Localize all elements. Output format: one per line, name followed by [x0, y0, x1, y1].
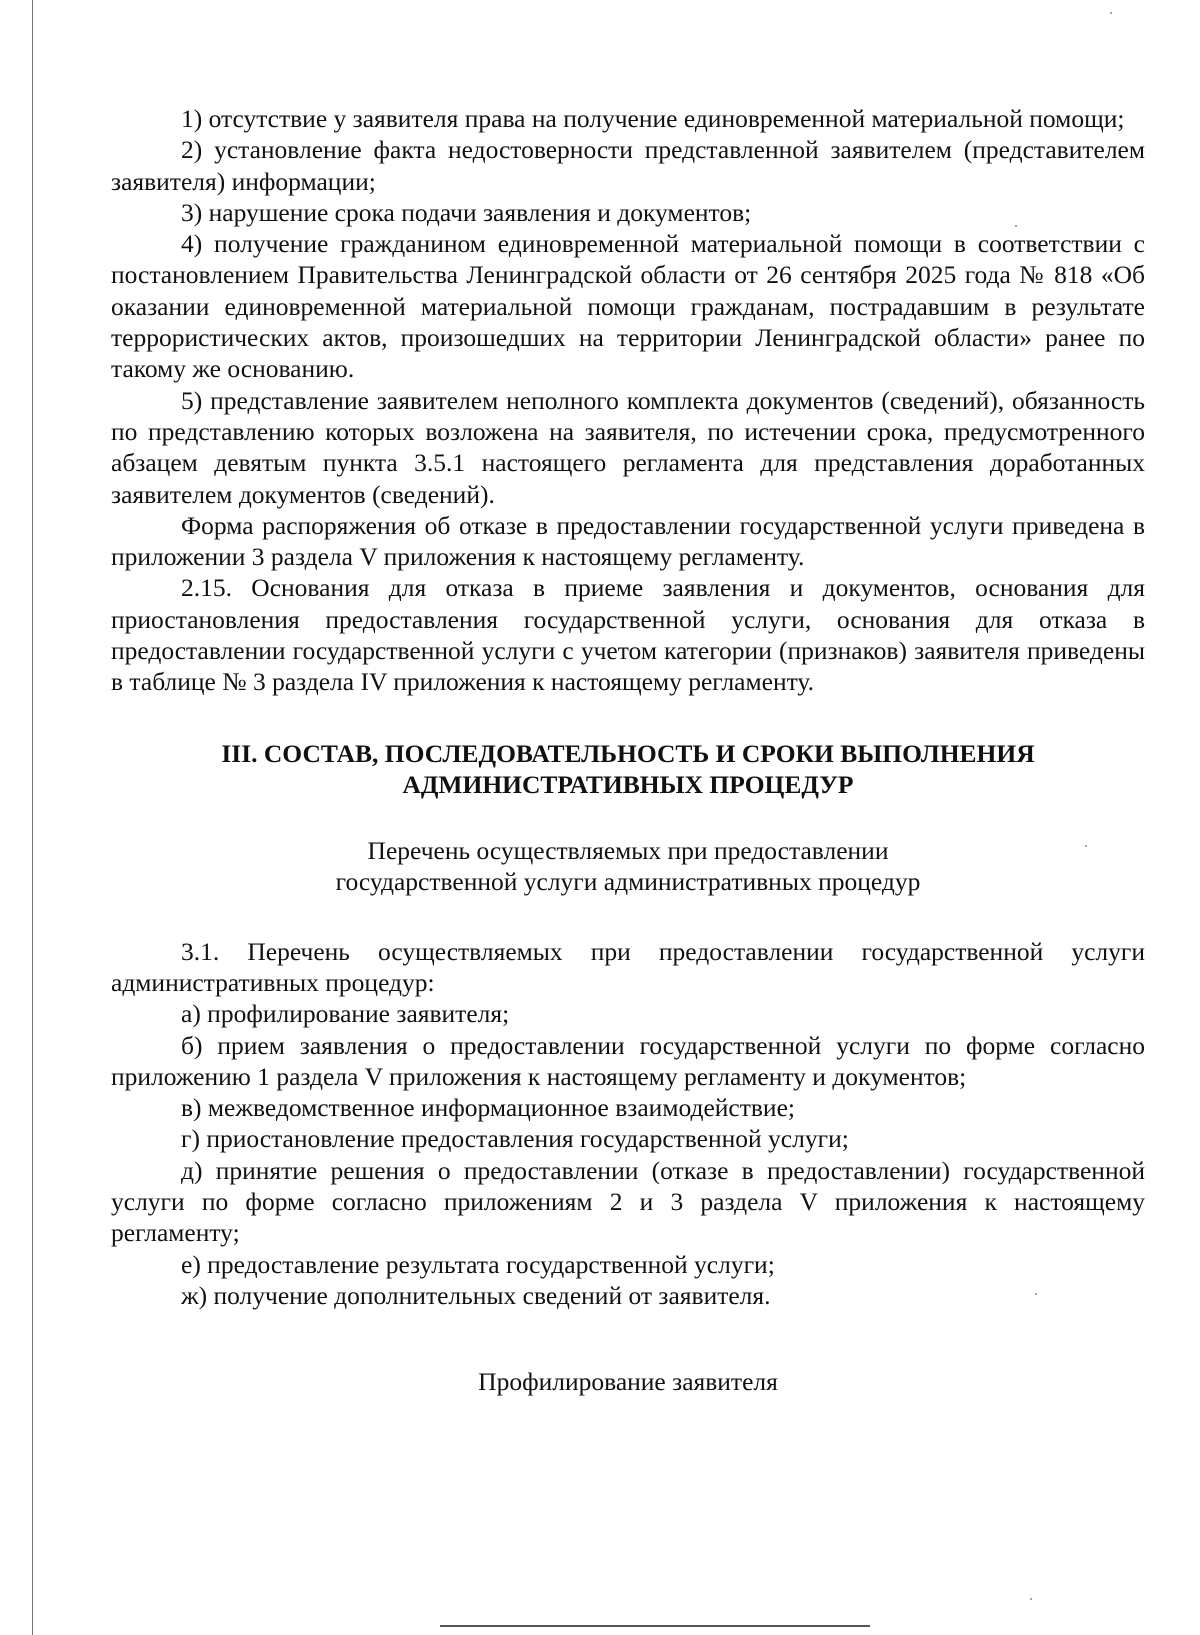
form-note-paragraph: Форма распоряжения об отказе в предоставлении государственной услуги приведена в приложении 3 раздела V приложения к настоящему регламенту.: [111, 510, 1145, 572]
procedure-item: д) принятие решения о предоставлении (отказе в предоставлении) государственной услуги по форме согласно приложениям 2 и 3 раздела V приложения к настоящему регламенту;: [111, 1155, 1145, 1248]
spacer: [111, 897, 1145, 936]
procedure-item: г) приостановление предоставления государственной услуги;: [181, 1124, 849, 1154]
list-item: 2) установление факта недостоверности представленной заявителем (представителем заявителя) информации;: [111, 135, 1145, 196]
section-heading-line: III. СОСТАВ, ПОСЛЕДОВАТЕЛЬНОСТЬ И СРОКИ ВЫПОЛНЕНИЯ: [221, 738, 1035, 768]
document-body: [111, 103, 1145, 1398]
procedure-item: а) профилирование заявителя;: [181, 999, 510, 1029]
next-section-title: Профилирование заявителя: [478, 1367, 778, 1397]
section-heading-line: АДМИНИСТРАТИВНЫХ ПРОЦЕДУР: [402, 769, 854, 799]
list-item: 3) нарушение срока подачи заявления и документов;: [181, 197, 752, 227]
scan-bottom-edge: [440, 1625, 870, 1627]
procedure-item: ж) получение дополнительных сведений от заявителя.: [181, 1280, 771, 1310]
list-item: 4) получение гражданином единовременной материальной помощи в соответствии с постановлением Правительства Ленинградской области от 26 сентября 2025 года № 818 «Об оказании единовременной материальной помощи гражданам, пострадавшим в результате террористических актов, произошедших на территории Ленинградской области» ранее по такому же основанию.: [111, 229, 1145, 384]
procedure-item: б) прием заявления о предоставлении государственной услуги по форме согласно приложению 1 раздела V приложения к настоящему регламенту и документов;: [111, 1030, 1145, 1091]
subsection-heading-line: государственной услуги административных процедур: [335, 866, 921, 896]
list-item: 5) представление заявителем неполного комплекта документов (сведений), обязанность по представлению которых возложена на заявителя, по истечении срока, предусмотренного абзацем девятым пункта 3.5.1 настоящего регламента для представления доработанных заявителем документов (сведений).: [111, 385, 1145, 509]
scan-left-edge: [32, 0, 33, 1635]
procedure-item: е) предоставление результата государственной услуги;: [181, 1249, 775, 1279]
subsection-heading: [111, 835, 1145, 897]
subsection-heading-line: Перечень осуществляемых при предоставлении: [367, 835, 889, 865]
clause-3-1-paragraph: 3.1. Перечень осуществляемых при предоставлении государственной услуги административных процедур:: [111, 936, 1145, 997]
scan-speck: [1110, 12, 1112, 14]
scan-speck: [1030, 1598, 1032, 1600]
section-heading: [111, 738, 1145, 800]
clause-2-15-paragraph: 2.15. Основания для отказа в приеме заявления и документов, основания для приостановления предоставления государственной услуги, основания для отказа в предоставлении государственной услуги с учетом категории (признаков) заявителя приведены в таблице № 3 раздела IV приложения к настоящему регламенту.: [111, 573, 1145, 697]
list-item: 1) отсутствие у заявителя права на получение единовременной материальной помощи;: [181, 104, 1125, 133]
procedure-item: в) межведомственное информационное взаимодействие;: [181, 1093, 795, 1123]
